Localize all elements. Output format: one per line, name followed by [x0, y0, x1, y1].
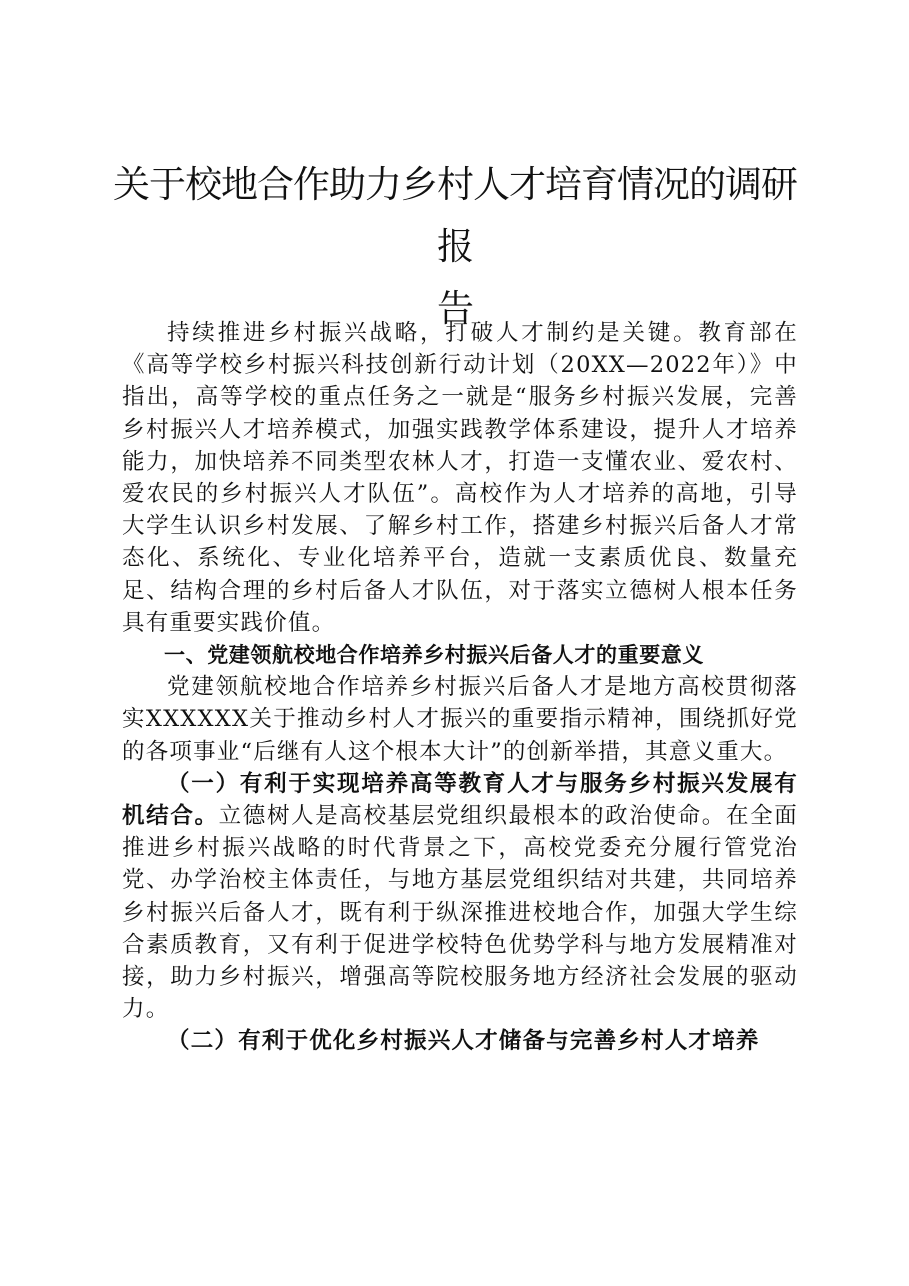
title-line-1: 关于校地合作助力乡村人才培育情况的调研报 [113, 163, 797, 268]
title-line-2: 告 [437, 287, 473, 330]
document-title [110, 154, 800, 340]
paragraph-3-text: 立德树人是高校基层党组织最根本的政治使命。在全面推进乡村振兴战略的时代背景之下，高校党委充分履行管党治党、办学治校主体责任，与地方基层党组织结对共建，共同培养乡村振兴后备人才，既有利于纵深推进校地合作，加强大学生综合素质教育，又有利于促进学校特色优势学科与地方发展精准对接，助力乡村振兴，增强高等院校服务地方经济社会发展的驱动力。 [122, 803, 798, 1023]
paragraph-3 [122, 768, 798, 1026]
subheading-2: （二）有利于优化乡村振兴人才储备与完善乡村人才培养 [167, 1028, 760, 1055]
subheading-1: （一）有利于实现培养高等教育人才与服务乡村振兴发展有机结合。 [122, 770, 798, 830]
paragraph-2: 党建领航校地合作培养乡村振兴后备人才是地方高校贯彻落实XXXXXX关于推动乡村人才振兴的重要指示精神，围绕抓好党的各项事业“后继有人这个根本大计”的创新举措，其意义重大。 [122, 674, 798, 765]
document-body [122, 317, 798, 1058]
intro-paragraph: 持续推进乡村振兴战略，打破人才制约是关键。教育部在《高等学校乡村振兴科技创新行动计划（20XX—2022年）》中指出，高等学校的重点任务之一就是“服务乡村振兴发展，完善乡村振兴人才培养模式，加强实践教学体系建设，提升人才培养能力，加快培养不同类型农林人才，打造一支懂农业、爱农村、爱农民的乡村振兴人才队伍”。高校作为人才培养的高地，引导大学生认识乡村发展、了解乡村工作，搭建乡村振兴后备人才常态化、系统化、专业化培养平台，造就一支素质优良、数量充足、结构合理的乡村后备人才队伍，对于落实立德树人根本任务具有重要实践价值。 [122, 320, 798, 636]
section-heading-1: 一、党建领航校地合作培养乡村振兴后备人才的重要意义 [164, 643, 704, 668]
paragraph-4 [122, 1025, 798, 1057]
